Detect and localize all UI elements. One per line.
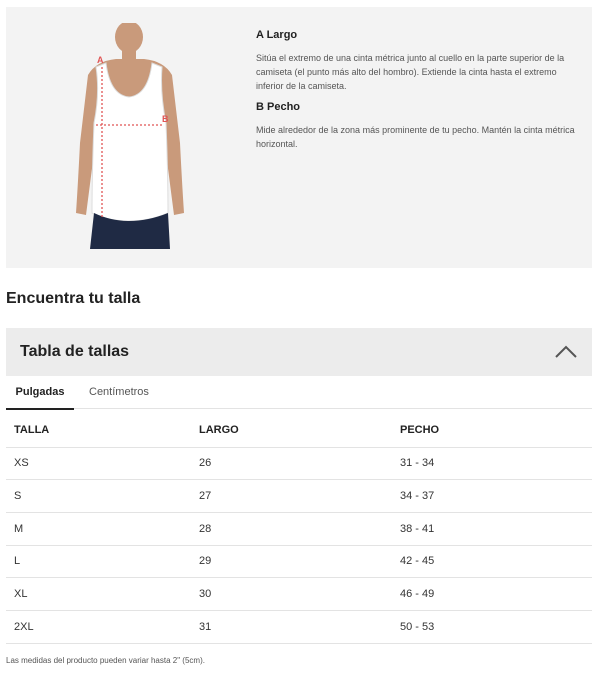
marker-a: A <box>97 55 104 65</box>
length-measurement-text: Sitúa el extremo de una cinta métrica junto al cuello en la parte superior de la camiseta (el punto más alto del hombro). Extiende la cinta hasta el extremo inferior de la camiseta. <box>256 53 565 91</box>
column-header-size: TALLA <box>6 414 191 447</box>
tab-centimeters[interactable]: Centímetros <box>89 386 149 398</box>
length-cell: 31 <box>191 610 392 643</box>
length-cell: 28 <box>191 512 392 545</box>
size-cell: L <box>6 545 191 578</box>
chest-cell: 31 - 34 <box>392 447 592 480</box>
chest-cell: 46 - 49 <box>392 578 592 611</box>
table-row <box>6 512 592 545</box>
length-cell: 29 <box>191 545 392 578</box>
length-measurement-title: A Largo <box>256 29 298 41</box>
chest-cell: 38 - 41 <box>392 512 592 545</box>
length-cell: 27 <box>191 480 392 513</box>
length-cell: 30 <box>191 578 392 611</box>
chest-cell: 50 - 53 <box>392 610 592 643</box>
size-chart-accordion-header[interactable] <box>6 328 592 376</box>
size-variance-note: Las medidas del producto pueden variar hasta 2" (5cm). <box>6 656 205 665</box>
tank-top-model-image <box>66 23 196 251</box>
marker-b: B <box>162 114 169 124</box>
table-header-row <box>6 414 592 447</box>
table-row <box>6 447 592 480</box>
chest-cell: 34 - 37 <box>392 480 592 513</box>
size-cell: S <box>6 480 191 513</box>
size-cell: M <box>6 512 191 545</box>
chest-cell: 42 - 45 <box>392 545 592 578</box>
column-header-chest: PECHO <box>392 414 592 447</box>
size-cell: XL <box>6 578 191 611</box>
size-cell: XS <box>6 447 191 480</box>
unit-tabs <box>6 376 592 409</box>
tab-inches[interactable]: Pulgadas <box>6 376 74 410</box>
length-measurement <box>256 29 578 93</box>
tank-top-illustration <box>66 23 196 251</box>
chest-measurement-text: Mide alrededor de la zona más prominente de tu pecho. Mantén la cinta métrica horizontal. <box>256 125 575 149</box>
size-table <box>6 414 592 644</box>
size-cell: 2XL <box>6 610 191 643</box>
size-chart-title: Tabla de tallas <box>20 343 130 360</box>
chest-measurement <box>256 101 578 151</box>
table-row <box>6 545 592 578</box>
table-row <box>6 480 592 513</box>
table-row <box>6 578 592 611</box>
length-cell: 26 <box>191 447 392 480</box>
find-size-heading: Encuentra tu talla <box>6 290 141 307</box>
column-header-length: LARGO <box>191 414 392 447</box>
chest-measurement-title: B Pecho <box>256 101 301 113</box>
table-row <box>6 610 592 643</box>
measurement-guide <box>6 7 592 268</box>
chevron-up-icon[interactable] <box>554 344 578 360</box>
